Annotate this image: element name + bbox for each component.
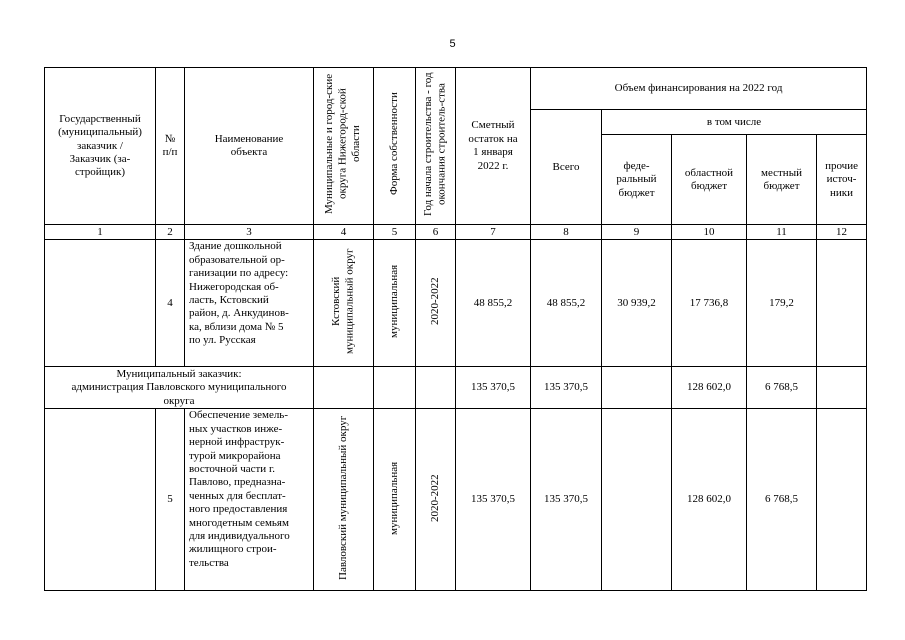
header-estimate: Сметный остаток на 1 января 2022 г. bbox=[456, 68, 531, 225]
column-number-row bbox=[45, 225, 867, 240]
row-ownership bbox=[374, 367, 416, 409]
row-years bbox=[416, 367, 456, 409]
header-num: № п/п bbox=[156, 68, 185, 225]
row-total: 135 370,5 bbox=[531, 367, 602, 409]
municipal-customer-row bbox=[45, 367, 867, 409]
row-object-name: Здание дошкольной образовательной ор- ганизации по адресу: Нижегородская об- ласть, Кстовский район, д. Анкудинов- ка, вблизи дома № 5 по ул. Русская bbox=[185, 240, 314, 367]
row-estimate: 48 855,2 bbox=[456, 240, 531, 367]
row-other bbox=[817, 240, 867, 367]
table-row bbox=[45, 240, 867, 367]
header-municipality: Муниципальные и город-ские округа Нижегород-ской области bbox=[314, 68, 374, 225]
column-number: 7 bbox=[456, 225, 531, 240]
row-municipality bbox=[314, 367, 374, 409]
header-financing: Объем финансирования на 2022 год bbox=[531, 68, 867, 110]
header-object-name: Наименование объекта bbox=[185, 68, 314, 225]
row-ownership: муниципальная bbox=[374, 409, 416, 591]
column-number: 1 bbox=[45, 225, 156, 240]
column-number: 9 bbox=[602, 225, 672, 240]
row-total: 48 855,2 bbox=[531, 240, 602, 367]
column-number: 11 bbox=[747, 225, 817, 240]
row-federal: 30 939,2 bbox=[602, 240, 672, 367]
row-total: 135 370,5 bbox=[531, 409, 602, 591]
row-estimate: 135 370,5 bbox=[456, 367, 531, 409]
row-estimate: 135 370,5 bbox=[456, 409, 531, 591]
row-other bbox=[817, 367, 867, 409]
row-municipality: Павловский муниципальный округ bbox=[314, 409, 374, 591]
header-federal: феде- ральный бюджет bbox=[602, 135, 672, 225]
header-ownership: Форма собственности bbox=[374, 68, 416, 225]
row-object-name: Обеспечение земель- ных участков инже- нерной инфраструк- турой микрорайона восточной части г. Павлово, предназна- ченных для бесплат- ного предоставления многодетным семьям для индивидуального жилищного строи- тельства bbox=[185, 409, 314, 591]
header-including: в том числе bbox=[602, 110, 867, 135]
page-number: 5 bbox=[449, 38, 456, 50]
table-row bbox=[45, 409, 867, 591]
column-number: 3 bbox=[185, 225, 314, 240]
header-regional: областной бюджет bbox=[672, 135, 747, 225]
row-federal bbox=[602, 367, 672, 409]
header-customer: Государственный (муниципальный) заказчик / Заказчик (за- стройщик) bbox=[45, 68, 156, 225]
row-federal bbox=[602, 409, 672, 591]
column-number: 8 bbox=[531, 225, 602, 240]
row-regional: 128 602,0 bbox=[672, 367, 747, 409]
row-other bbox=[817, 409, 867, 591]
row-num: 4 bbox=[156, 240, 185, 367]
row-local: 179,2 bbox=[747, 240, 817, 367]
row-customer bbox=[45, 409, 156, 591]
column-number: 2 bbox=[156, 225, 185, 240]
column-number: 12 bbox=[817, 225, 867, 240]
column-number: 6 bbox=[416, 225, 456, 240]
row-years: 2020-2022 bbox=[416, 240, 456, 367]
row-num: 5 bbox=[156, 409, 185, 591]
column-number: 5 bbox=[374, 225, 416, 240]
row-customer bbox=[45, 240, 156, 367]
header-other: прочие источ- ники bbox=[817, 135, 867, 225]
header-years: Год начала строительства - год окончания строитель-ства bbox=[416, 68, 456, 225]
financing-table bbox=[44, 67, 867, 591]
header-total: Всего bbox=[531, 110, 602, 225]
municipal-customer-label: Муниципальный заказчик: администрация Павловского муниципального округа bbox=[45, 367, 314, 409]
row-years: 2020-2022 bbox=[416, 409, 456, 591]
row-local: 6 768,5 bbox=[747, 409, 817, 591]
row-regional: 128 602,0 bbox=[672, 409, 747, 591]
row-municipality: Кстовский муниципальный округ bbox=[314, 240, 374, 367]
row-regional: 17 736,8 bbox=[672, 240, 747, 367]
column-number: 10 bbox=[672, 225, 747, 240]
column-number: 4 bbox=[314, 225, 374, 240]
row-ownership: муниципальная bbox=[374, 240, 416, 367]
row-local: 6 768,5 bbox=[747, 367, 817, 409]
header-local: местный бюджет bbox=[747, 135, 817, 225]
